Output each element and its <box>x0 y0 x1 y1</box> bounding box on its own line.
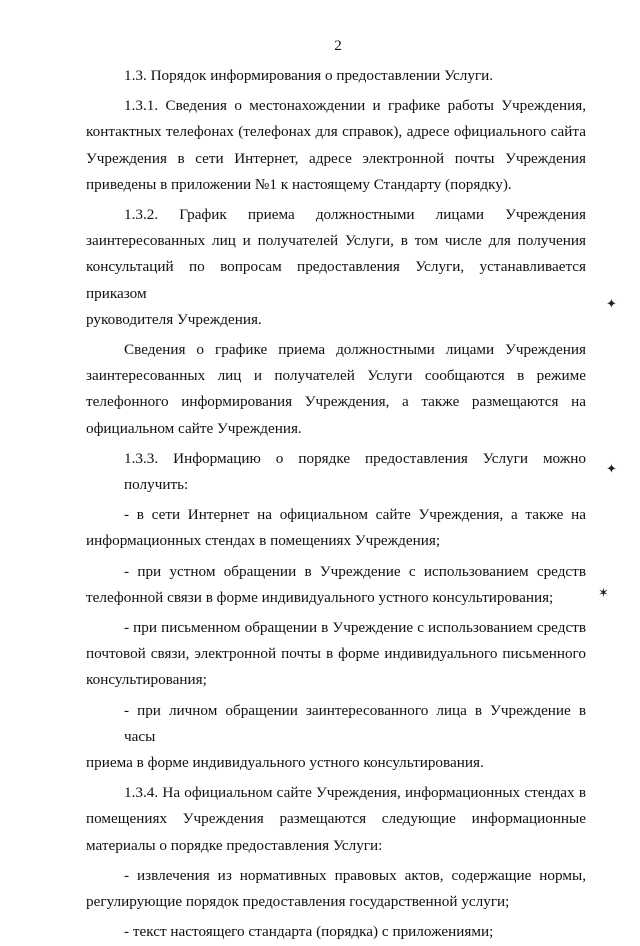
text-line: - при устном обращении в Учреждение с использованием средств <box>124 562 586 580</box>
scan-speck: ✦ <box>606 296 617 311</box>
paragraph <box>86 337 586 442</box>
text-line: почтовой связи, электронной почты в форме индивидуального письменного <box>86 645 586 663</box>
paragraph <box>86 559 586 611</box>
text-line: приема в форме индивидуального устного консультирования. <box>86 754 484 772</box>
text-line: консультирования; <box>86 671 207 689</box>
text-line: приведены в приложении №1 к настоящему Стандарту (порядку). <box>86 175 512 193</box>
paragraph <box>86 502 586 554</box>
text-line: Сведения о графике приема должностными лицами Учреждения <box>124 341 586 359</box>
text-line: 1.3. Порядок информирования о предоставлении Услуги. <box>124 67 494 84</box>
scan-speck: ✶ <box>598 585 609 600</box>
text-line: - при личном обращении заинтересованного лица в Учреждение в часы <box>124 701 586 745</box>
text-line: 1.3.1. Сведения о местонахождении и графике работы Учреждения, <box>124 97 586 115</box>
paragraph <box>86 919 586 945</box>
paragraph <box>86 63 586 89</box>
paragraph <box>86 698 586 777</box>
text-line: информационных стендах в помещениях Учреждения; <box>86 532 441 550</box>
text-line: - в сети Интернет на официальном сайте Учреждения, а также на <box>124 506 586 524</box>
text-line: телефонного информирования Учреждения, а также размещаются на <box>86 393 586 411</box>
text-line: контактных телефонах (телефонах для справок), адресе официального сайта <box>86 123 586 141</box>
text-line: регулирующие порядок предоставления государственной услуги; <box>86 893 510 911</box>
text-line: материалы о порядке предоставления Услуги: <box>86 836 383 854</box>
scan-speck: ✦ <box>606 461 617 476</box>
text-line: 1.3.3. Информацию о порядке предоставления Услуги можно получить: <box>124 449 586 494</box>
text-line: заинтересованных лиц и получателей Услуги сообщаются в режиме <box>86 367 586 385</box>
document-body <box>86 63 586 946</box>
text-line: руководителя Учреждения. <box>86 310 262 328</box>
text-line: - текст настоящего стандарта (порядка) с приложениями; <box>124 923 494 941</box>
paragraph <box>86 863 586 915</box>
paragraph <box>86 615 586 694</box>
paragraph <box>86 446 586 498</box>
page-number: 2 <box>334 38 342 54</box>
text-line: - при письменном обращении в Учреждение с использованием средств <box>124 619 586 637</box>
text-line: - извлечения из нормативных правовых актов, содержащие нормы, <box>124 866 586 884</box>
text-line: телефонной связи в форме индивидуального устного консультирования; <box>86 588 554 606</box>
paragraph <box>86 202 586 333</box>
text-line: помещениях Учреждения размещаются следующие информационные <box>86 810 586 828</box>
paragraph <box>86 93 586 198</box>
text-line: заинтересованных лиц и получателей Услуги, в том числе для получения <box>86 232 586 250</box>
text-line: консультаций по вопросам предоставления Услуги, устанавливается приказом <box>86 258 586 302</box>
text-line: 1.3.4. На официальном сайте Учреждения, информационных стендах в <box>124 784 586 802</box>
text-line: официальном сайте Учреждения. <box>86 419 302 437</box>
text-line: 1.3.2. График приема должностными лицами Учреждения <box>124 206 586 224</box>
text-line: Учреждения в сети Интернет, адресе электронной почты Учреждения <box>86 149 586 167</box>
paragraph <box>86 780 586 859</box>
